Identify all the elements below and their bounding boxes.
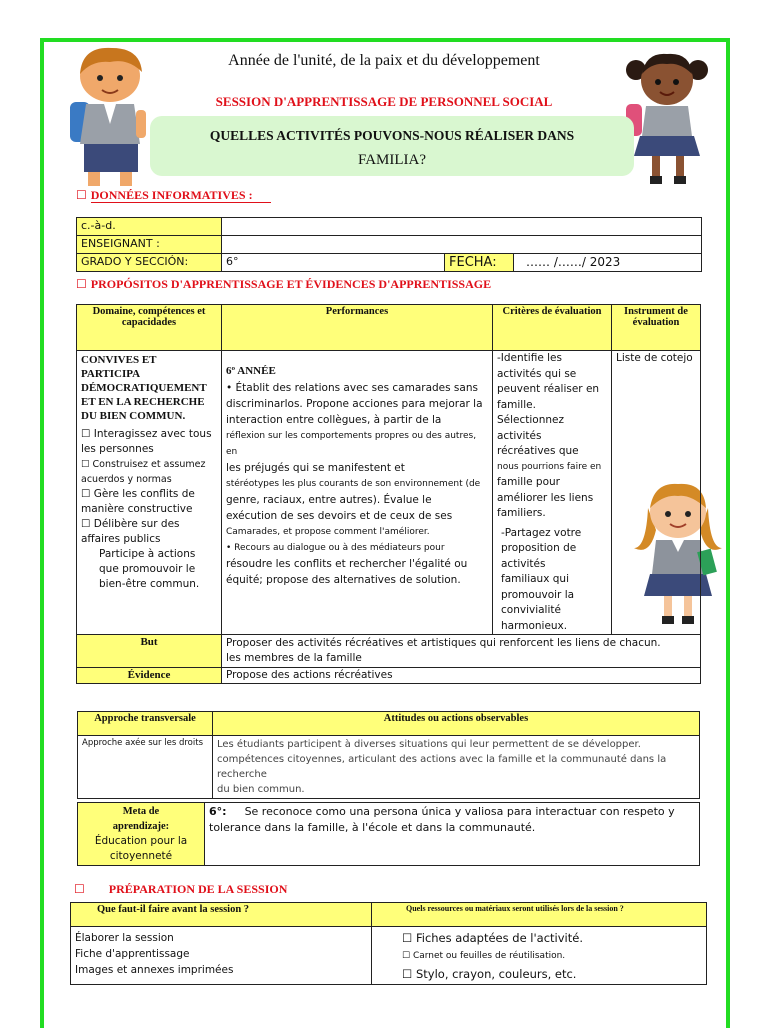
competence-title: CONVIVES ET PARTICIPA DÉMOCRATIQUEMENT ET EN LA RECHERCHE DU BIEN COMMUN. xyxy=(81,354,207,422)
meta-text: 6°: Se reconoce como una persona única y valiosa para interactuar con respeto y tolerance dans la famille, à l'école et dans la communauté. xyxy=(205,803,700,866)
meta-table xyxy=(77,802,700,866)
instrument-cell: Liste de cotejo xyxy=(612,351,701,635)
criteria-cell: -Identifie les activités qui se peuvent réaliser en famille. Sélectionnez activités récréatives que nous pourrions faire en famille pour améliorer les liens familiers. -Partagez votre proposition de activités familiaux qui promouvoir la convivialité harmonieux. xyxy=(493,351,612,635)
transversal-row-text: Les étudiants participent à diverses situations qui leur permettent de se développer. compétences citoyennes, articulant des actions avec la famille et la communauté dans la recherche du bien commun. xyxy=(213,736,700,799)
transversal-row-label: Approche axée sur les droits xyxy=(78,736,213,799)
checkbox-icon: ☐ xyxy=(76,277,87,291)
date-value: …… /……/ 2023 xyxy=(514,254,702,272)
transversal-col-2: Attitudes ou actions observables xyxy=(213,712,700,736)
date-label: FECHA: xyxy=(445,254,514,272)
page-title: Année de l'unité, de la paix et du développement xyxy=(228,52,540,69)
checkbox-icon: ☐ xyxy=(74,882,85,896)
preparation-table xyxy=(70,902,707,985)
but-label: But xyxy=(77,635,222,668)
info-table xyxy=(76,217,702,272)
info-label-teacher: ENSEIGNANT : xyxy=(77,236,222,254)
capacity-item: ☐ Construisez et assumez acuerdos y normas xyxy=(81,459,206,485)
transversal-table xyxy=(77,711,700,799)
prep-materials-list: ☐ Fiches adaptées de l'activité. ☐ Carnet ou feuilles de réutilisation. ☐ Stylo, crayon, couleurs, etc. xyxy=(372,927,707,985)
col-header-criteria: Critères de évaluation xyxy=(493,305,612,351)
col-header-domain: Domaine, compétences et capacidades xyxy=(77,305,222,351)
col-header-instrument: Instrument de évaluation xyxy=(612,305,701,351)
capacity-extra: Participe à actions que promouvoir le bien-être commun. xyxy=(99,548,200,590)
info-label-cad: c.-à-d. xyxy=(77,218,222,236)
info-value-grade: 6° xyxy=(222,254,445,272)
question-line-2: FAMILIA? xyxy=(357,152,427,168)
preparation-heading: ☐ PRÉPARATION DE LA SESSION xyxy=(74,882,288,896)
evidence-text: Propose des actions récréatives xyxy=(222,668,701,684)
info-label-grade: GRADO Y SECCIÓN: xyxy=(77,254,222,272)
prep-col-1: Que faut-il faire avant la session ? xyxy=(71,903,372,927)
capacity-item: ☐ Délibère sur des affaires publics xyxy=(81,518,180,545)
meta-label: Meta de aprendizaje: Éducation pour la citoyenneté xyxy=(78,803,205,866)
info-heading: ☐ DONNÉES INFORMATIVES : xyxy=(76,188,271,203)
info-value-cad xyxy=(222,218,702,236)
purposes-heading: ☐ PROPÓSITOS D'APPRENTISSAGE ET ÉVIDENCES D'APPRENTISSAGE xyxy=(76,277,492,291)
session-title: SESSION D'APPRENTISSAGE DE PERSONNEL SOCIAL xyxy=(215,94,553,109)
evidence-label: Évidence xyxy=(77,668,222,684)
checkbox-icon: ☐ xyxy=(76,188,87,202)
grade-label: 6º ANNÉE xyxy=(226,365,276,377)
capacity-item: ☐ Gère les conflits de manière constructive xyxy=(81,488,195,515)
info-value-teacher xyxy=(222,236,702,254)
transversal-col-1: Approche transversale xyxy=(78,712,213,736)
col-header-performances: Performances xyxy=(222,305,493,351)
question-line-1: QUELLES ACTIVITÉS POUVONS-NOUS RÉALISER DANS xyxy=(209,128,575,143)
performance-text: • Établit des relations avec ses camarades sans discriminarlos. Propone acciones para mejorar la interaction entre collègues, à partir de la réflexion sur les comportements propres ou des autres, en les préjugés qui se manifestent et stéréotypes les plus courants de son environnement (de genre, raciaux, entre autres). Évalue le exécution de ses devoirs et de ceux de ses Camarades, et propose comment l'améliorer. • Recours au dialogue ou à des médiateurs pour résoudre les conflits et rechercher l'égalité ou équité; propose des alternatives de solution. xyxy=(226,382,483,586)
prep-before-list: Élaborer la session Fiche d'apprentissage Images et annexes imprimées xyxy=(71,927,372,985)
but-text: Proposer des activités récréatives et artistiques qui renforcent les liens de chacun. les membres de la famille xyxy=(222,635,701,668)
capacity-item: ☐ Interagissez avec tous les personnes xyxy=(81,428,212,455)
prep-col-2: Quels ressources ou matériaux seront utilisés lors de la session ? xyxy=(372,903,707,927)
purposes-table xyxy=(76,304,701,684)
